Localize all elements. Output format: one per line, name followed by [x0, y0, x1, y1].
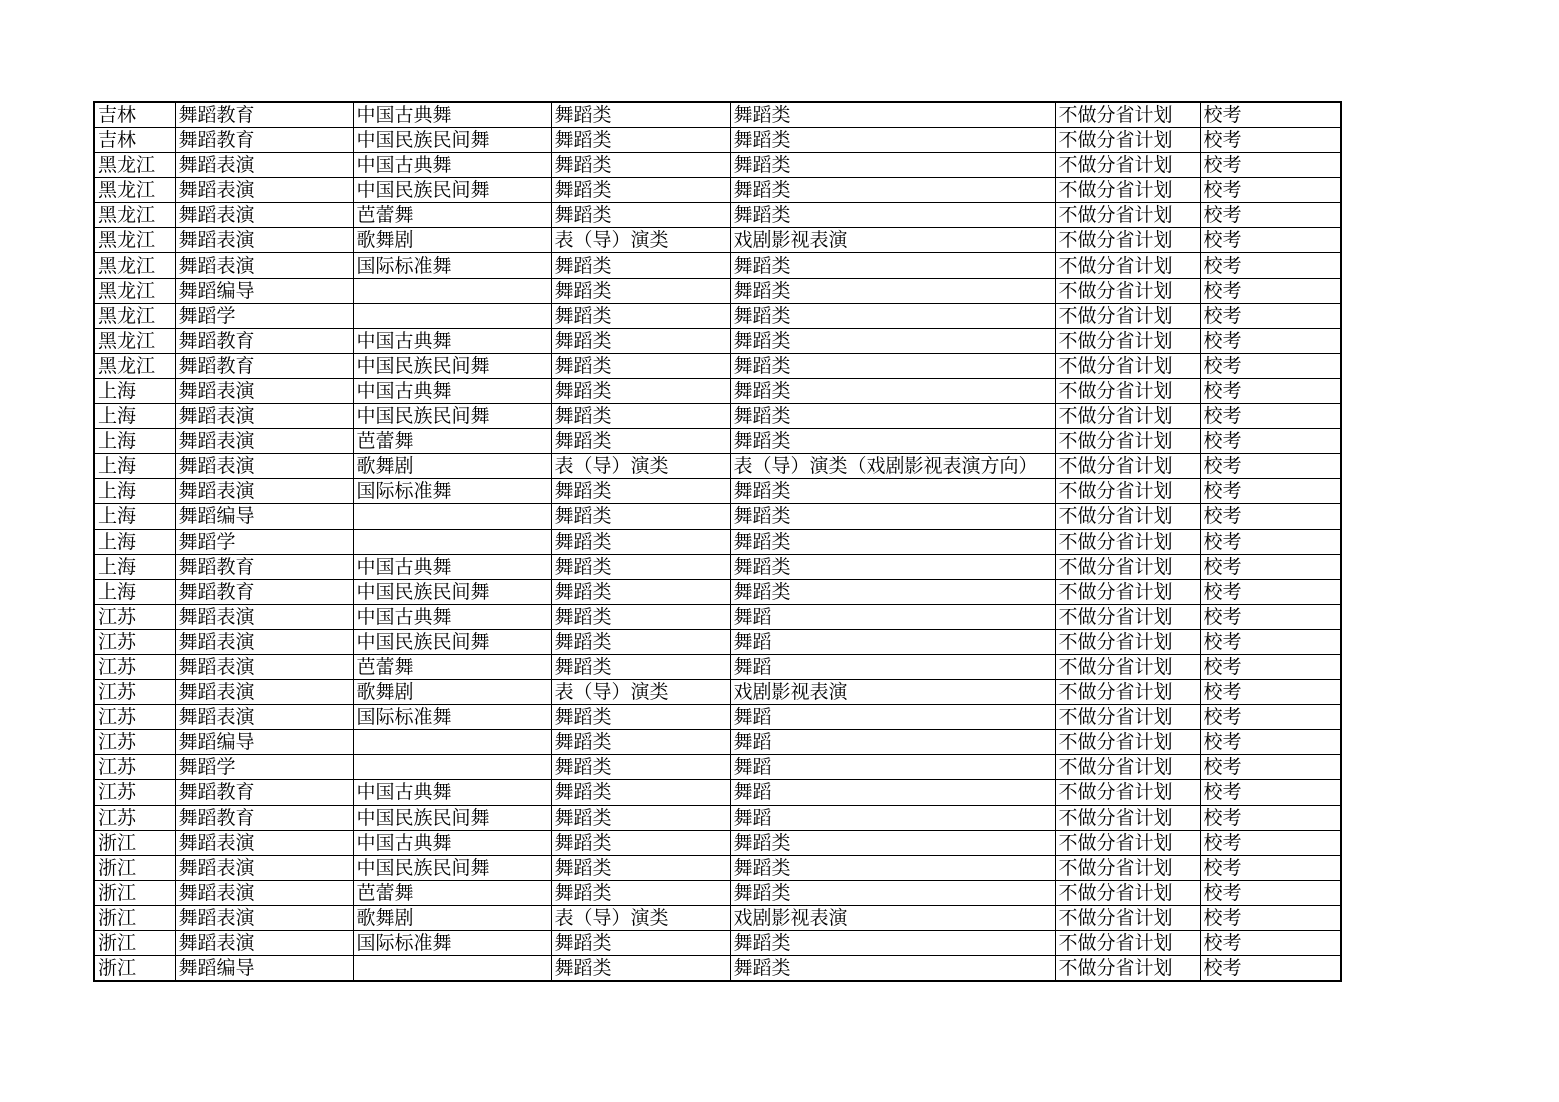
exam-type-cell: 校考 [1200, 705, 1341, 730]
plan-cell: 不做分省计划 [1055, 278, 1200, 303]
table-row [94, 680, 1341, 705]
table-row [94, 654, 1341, 679]
unified-exam-cell: 舞蹈类 [730, 328, 1055, 353]
exam-category-cell: 舞蹈类 [551, 604, 730, 629]
direction-cell [353, 956, 551, 982]
direction-cell: 国际标准舞 [353, 479, 551, 504]
plan-cell: 不做分省计划 [1055, 705, 1200, 730]
table-row [94, 830, 1341, 855]
province-cell: 吉林 [94, 102, 175, 128]
table-row [94, 128, 1341, 153]
direction-cell: 中国古典舞 [353, 780, 551, 805]
direction-cell: 芭蕾舞 [353, 654, 551, 679]
exam-type-cell: 校考 [1200, 102, 1341, 128]
table-row [94, 579, 1341, 604]
exam-type-cell: 校考 [1200, 554, 1341, 579]
major-cell: 舞蹈表演 [175, 454, 353, 479]
table-row [94, 629, 1341, 654]
direction-cell: 中国民族民间舞 [353, 579, 551, 604]
province-cell: 上海 [94, 554, 175, 579]
exam-type-cell: 校考 [1200, 378, 1341, 403]
exam-type-cell: 校考 [1200, 429, 1341, 454]
direction-cell: 中国民族民间舞 [353, 178, 551, 203]
exam-category-cell: 舞蹈类 [551, 880, 730, 905]
province-cell: 上海 [94, 454, 175, 479]
direction-cell: 中国古典舞 [353, 604, 551, 629]
exam-type-cell: 校考 [1200, 128, 1341, 153]
unified-exam-cell: 舞蹈类 [730, 529, 1055, 554]
direction-cell: 中国民族民间舞 [353, 805, 551, 830]
exam-type-cell: 校考 [1200, 328, 1341, 353]
unified-exam-cell: 舞蹈类 [730, 579, 1055, 604]
table-row [94, 102, 1341, 128]
direction-cell: 芭蕾舞 [353, 203, 551, 228]
unified-exam-cell: 舞蹈 [730, 730, 1055, 755]
major-cell: 舞蹈表演 [175, 604, 353, 629]
province-cell: 江苏 [94, 680, 175, 705]
province-cell: 浙江 [94, 855, 175, 880]
province-cell: 黑龙江 [94, 178, 175, 203]
exam-type-cell: 校考 [1200, 755, 1341, 780]
exam-type-cell: 校考 [1200, 178, 1341, 203]
major-cell: 舞蹈表演 [175, 153, 353, 178]
province-cell: 江苏 [94, 780, 175, 805]
province-cell: 江苏 [94, 654, 175, 679]
unified-exam-cell: 戏剧影视表演 [730, 905, 1055, 930]
major-cell: 舞蹈表演 [175, 429, 353, 454]
province-cell: 黑龙江 [94, 253, 175, 278]
unified-exam-cell: 舞蹈类 [730, 931, 1055, 956]
plan-cell: 不做分省计划 [1055, 554, 1200, 579]
exam-type-cell: 校考 [1200, 353, 1341, 378]
direction-cell: 中国古典舞 [353, 830, 551, 855]
major-cell: 舞蹈表演 [175, 931, 353, 956]
direction-cell: 芭蕾舞 [353, 880, 551, 905]
unified-exam-cell: 舞蹈类 [730, 278, 1055, 303]
unified-exam-cell: 舞蹈类 [730, 303, 1055, 328]
direction-cell: 中国古典舞 [353, 554, 551, 579]
unified-exam-cell: 舞蹈 [730, 705, 1055, 730]
exam-category-cell: 表（导）演类 [551, 680, 730, 705]
table-row [94, 278, 1341, 303]
exam-type-cell: 校考 [1200, 805, 1341, 830]
exam-type-cell: 校考 [1200, 153, 1341, 178]
direction-cell: 国际标准舞 [353, 931, 551, 956]
province-cell: 吉林 [94, 128, 175, 153]
plan-cell: 不做分省计划 [1055, 880, 1200, 905]
unified-exam-cell: 舞蹈 [730, 604, 1055, 629]
province-cell: 上海 [94, 479, 175, 504]
exam-category-cell: 表（导）演类 [551, 454, 730, 479]
major-cell: 舞蹈编导 [175, 956, 353, 982]
table-row [94, 328, 1341, 353]
exam-category-cell: 舞蹈类 [551, 654, 730, 679]
major-cell: 舞蹈表演 [175, 680, 353, 705]
plan-cell: 不做分省计划 [1055, 680, 1200, 705]
exam-type-cell: 校考 [1200, 404, 1341, 429]
exam-category-cell: 舞蹈类 [551, 956, 730, 982]
exam-type-cell: 校考 [1200, 579, 1341, 604]
unified-exam-cell: 舞蹈类 [730, 479, 1055, 504]
unified-exam-cell: 舞蹈类 [730, 880, 1055, 905]
major-cell: 舞蹈编导 [175, 730, 353, 755]
exam-type-cell: 校考 [1200, 504, 1341, 529]
direction-cell [353, 303, 551, 328]
exam-type-cell: 校考 [1200, 454, 1341, 479]
province-cell: 浙江 [94, 956, 175, 982]
table-row [94, 479, 1341, 504]
exam-type-cell: 校考 [1200, 278, 1341, 303]
province-cell: 上海 [94, 529, 175, 554]
province-cell: 浙江 [94, 830, 175, 855]
direction-cell: 中国古典舞 [353, 378, 551, 403]
table-row [94, 353, 1341, 378]
plan-cell: 不做分省计划 [1055, 780, 1200, 805]
exam-category-cell: 舞蹈类 [551, 780, 730, 805]
major-cell: 舞蹈表演 [175, 404, 353, 429]
exam-type-cell: 校考 [1200, 654, 1341, 679]
exam-type-cell: 校考 [1200, 931, 1341, 956]
plan-cell: 不做分省计划 [1055, 378, 1200, 403]
exam-type-cell: 校考 [1200, 855, 1341, 880]
major-cell: 舞蹈表演 [175, 253, 353, 278]
plan-cell: 不做分省计划 [1055, 604, 1200, 629]
exam-category-cell: 舞蹈类 [551, 278, 730, 303]
plan-cell: 不做分省计划 [1055, 228, 1200, 253]
province-cell: 江苏 [94, 730, 175, 755]
province-cell: 江苏 [94, 629, 175, 654]
exam-type-cell: 校考 [1200, 680, 1341, 705]
unified-exam-cell: 舞蹈类 [730, 353, 1055, 378]
table-row [94, 905, 1341, 930]
direction-cell [353, 504, 551, 529]
direction-cell: 中国民族民间舞 [353, 855, 551, 880]
exam-type-cell: 校考 [1200, 228, 1341, 253]
unified-exam-cell: 舞蹈类 [730, 830, 1055, 855]
unified-exam-cell: 舞蹈类 [730, 203, 1055, 228]
plan-cell: 不做分省计划 [1055, 956, 1200, 982]
plan-cell: 不做分省计划 [1055, 404, 1200, 429]
province-cell: 江苏 [94, 604, 175, 629]
plan-cell: 不做分省计划 [1055, 730, 1200, 755]
table-row [94, 504, 1341, 529]
table-row [94, 780, 1341, 805]
direction-cell [353, 730, 551, 755]
unified-exam-cell: 舞蹈 [730, 780, 1055, 805]
direction-cell: 歌舞剧 [353, 454, 551, 479]
direction-cell: 中国民族民间舞 [353, 629, 551, 654]
exam-category-cell: 舞蹈类 [551, 931, 730, 956]
major-cell: 舞蹈表演 [175, 479, 353, 504]
exam-category-cell: 舞蹈类 [551, 429, 730, 454]
table-row [94, 378, 1341, 403]
exam-category-cell: 舞蹈类 [551, 629, 730, 654]
exam-category-cell: 舞蹈类 [551, 554, 730, 579]
exam-category-cell: 舞蹈类 [551, 529, 730, 554]
exam-category-cell: 舞蹈类 [551, 805, 730, 830]
plan-cell: 不做分省计划 [1055, 253, 1200, 278]
table-row [94, 730, 1341, 755]
major-cell: 舞蹈表演 [175, 855, 353, 880]
table-row [94, 880, 1341, 905]
exam-type-cell: 校考 [1200, 956, 1341, 982]
province-cell: 江苏 [94, 805, 175, 830]
direction-cell: 歌舞剧 [353, 680, 551, 705]
major-cell: 舞蹈学 [175, 755, 353, 780]
major-cell: 舞蹈教育 [175, 805, 353, 830]
direction-cell: 中国古典舞 [353, 328, 551, 353]
plan-cell: 不做分省计划 [1055, 178, 1200, 203]
major-cell: 舞蹈表演 [175, 178, 353, 203]
table-row [94, 253, 1341, 278]
major-cell: 舞蹈表演 [175, 830, 353, 855]
exam-type-cell: 校考 [1200, 203, 1341, 228]
unified-exam-cell: 舞蹈类 [730, 956, 1055, 982]
exam-type-cell: 校考 [1200, 529, 1341, 554]
exam-type-cell: 校考 [1200, 830, 1341, 855]
province-cell: 黑龙江 [94, 353, 175, 378]
table-row [94, 705, 1341, 730]
province-cell: 上海 [94, 579, 175, 604]
province-cell: 浙江 [94, 880, 175, 905]
province-cell: 黑龙江 [94, 303, 175, 328]
province-cell: 江苏 [94, 755, 175, 780]
table-body [94, 102, 1341, 981]
unified-exam-cell: 戏剧影视表演 [730, 680, 1055, 705]
province-cell: 上海 [94, 429, 175, 454]
table-row [94, 203, 1341, 228]
table-row [94, 855, 1341, 880]
plan-cell: 不做分省计划 [1055, 479, 1200, 504]
province-cell: 上海 [94, 404, 175, 429]
table-row [94, 153, 1341, 178]
table-row [94, 454, 1341, 479]
plan-cell: 不做分省计划 [1055, 830, 1200, 855]
major-cell: 舞蹈学 [175, 529, 353, 554]
unified-exam-cell: 舞蹈类 [730, 128, 1055, 153]
unified-exam-cell: 舞蹈类 [730, 253, 1055, 278]
plan-cell: 不做分省计划 [1055, 654, 1200, 679]
exam-category-cell: 舞蹈类 [551, 579, 730, 604]
table-row [94, 956, 1341, 982]
unified-exam-cell: 表（导）演类（戏剧影视表演方向） [730, 454, 1055, 479]
table-row [94, 404, 1341, 429]
major-cell: 舞蹈教育 [175, 328, 353, 353]
major-cell: 舞蹈编导 [175, 504, 353, 529]
exam-type-cell: 校考 [1200, 629, 1341, 654]
exam-type-cell: 校考 [1200, 253, 1341, 278]
plan-cell: 不做分省计划 [1055, 504, 1200, 529]
table-row [94, 228, 1341, 253]
exam-category-cell: 舞蹈类 [551, 102, 730, 128]
table-row [94, 178, 1341, 203]
exam-type-cell: 校考 [1200, 604, 1341, 629]
direction-cell: 芭蕾舞 [353, 429, 551, 454]
direction-cell: 国际标准舞 [353, 705, 551, 730]
plan-cell: 不做分省计划 [1055, 328, 1200, 353]
exam-type-cell: 校考 [1200, 780, 1341, 805]
exam-category-cell: 舞蹈类 [551, 178, 730, 203]
exam-category-cell: 舞蹈类 [551, 328, 730, 353]
province-cell: 浙江 [94, 905, 175, 930]
plan-cell: 不做分省计划 [1055, 755, 1200, 780]
plan-cell: 不做分省计划 [1055, 128, 1200, 153]
major-cell: 舞蹈表演 [175, 705, 353, 730]
province-cell: 黑龙江 [94, 328, 175, 353]
unified-exam-cell: 舞蹈 [730, 805, 1055, 830]
direction-cell: 中国民族民间舞 [353, 128, 551, 153]
unified-exam-cell: 舞蹈 [730, 629, 1055, 654]
unified-exam-cell: 舞蹈类 [730, 153, 1055, 178]
plan-cell: 不做分省计划 [1055, 303, 1200, 328]
province-cell: 上海 [94, 378, 175, 403]
exam-category-cell: 表（导）演类 [551, 905, 730, 930]
province-cell: 黑龙江 [94, 278, 175, 303]
major-cell: 舞蹈学 [175, 303, 353, 328]
unified-exam-cell: 舞蹈类 [730, 178, 1055, 203]
exam-category-cell: 舞蹈类 [551, 253, 730, 278]
province-cell: 上海 [94, 504, 175, 529]
major-cell: 舞蹈教育 [175, 353, 353, 378]
table-row [94, 604, 1341, 629]
exam-category-cell: 舞蹈类 [551, 404, 730, 429]
exam-type-cell: 校考 [1200, 880, 1341, 905]
table-row [94, 529, 1341, 554]
exam-category-cell: 舞蹈类 [551, 504, 730, 529]
plan-cell: 不做分省计划 [1055, 429, 1200, 454]
exam-category-cell: 舞蹈类 [551, 705, 730, 730]
unified-exam-cell: 舞蹈类 [730, 855, 1055, 880]
exam-category-cell: 舞蹈类 [551, 755, 730, 780]
unified-exam-cell: 舞蹈类 [730, 504, 1055, 529]
enrollment-plan-table [93, 101, 1342, 982]
province-cell: 黑龙江 [94, 153, 175, 178]
unified-exam-cell: 舞蹈 [730, 654, 1055, 679]
plan-cell: 不做分省计划 [1055, 203, 1200, 228]
table-row [94, 429, 1341, 454]
major-cell: 舞蹈表演 [175, 629, 353, 654]
direction-cell [353, 529, 551, 554]
direction-cell: 中国古典舞 [353, 153, 551, 178]
exam-category-cell: 舞蹈类 [551, 203, 730, 228]
table-row [94, 755, 1341, 780]
plan-cell: 不做分省计划 [1055, 805, 1200, 830]
exam-category-cell: 舞蹈类 [551, 855, 730, 880]
major-cell: 舞蹈编导 [175, 278, 353, 303]
major-cell: 舞蹈表演 [175, 228, 353, 253]
major-cell: 舞蹈表演 [175, 203, 353, 228]
direction-cell: 歌舞剧 [353, 905, 551, 930]
direction-cell [353, 278, 551, 303]
plan-cell: 不做分省计划 [1055, 855, 1200, 880]
unified-exam-cell: 舞蹈类 [730, 102, 1055, 128]
table-row [94, 554, 1341, 579]
exam-category-cell: 舞蹈类 [551, 730, 730, 755]
unified-exam-cell: 舞蹈 [730, 755, 1055, 780]
plan-cell: 不做分省计划 [1055, 529, 1200, 554]
plan-cell: 不做分省计划 [1055, 629, 1200, 654]
plan-cell: 不做分省计划 [1055, 102, 1200, 128]
exam-category-cell: 舞蹈类 [551, 303, 730, 328]
province-cell: 黑龙江 [94, 228, 175, 253]
direction-cell: 中国民族民间舞 [353, 353, 551, 378]
major-cell: 舞蹈教育 [175, 554, 353, 579]
exam-category-cell: 舞蹈类 [551, 479, 730, 504]
unified-exam-cell: 舞蹈类 [730, 404, 1055, 429]
unified-exam-cell: 戏剧影视表演 [730, 228, 1055, 253]
direction-cell: 中国民族民间舞 [353, 404, 551, 429]
direction-cell: 国际标准舞 [353, 253, 551, 278]
exam-category-cell: 舞蹈类 [551, 353, 730, 378]
major-cell: 舞蹈教育 [175, 102, 353, 128]
major-cell: 舞蹈表演 [175, 880, 353, 905]
table-row [94, 805, 1341, 830]
province-cell: 浙江 [94, 931, 175, 956]
plan-cell: 不做分省计划 [1055, 905, 1200, 930]
exam-category-cell: 舞蹈类 [551, 378, 730, 403]
plan-cell: 不做分省计划 [1055, 353, 1200, 378]
exam-category-cell: 舞蹈类 [551, 830, 730, 855]
exam-type-cell: 校考 [1200, 479, 1341, 504]
major-cell: 舞蹈表演 [175, 905, 353, 930]
direction-cell: 歌舞剧 [353, 228, 551, 253]
plan-cell: 不做分省计划 [1055, 454, 1200, 479]
direction-cell [353, 755, 551, 780]
exam-type-cell: 校考 [1200, 730, 1341, 755]
unified-exam-cell: 舞蹈类 [730, 378, 1055, 403]
table-row [94, 303, 1341, 328]
exam-type-cell: 校考 [1200, 303, 1341, 328]
exam-category-cell: 舞蹈类 [551, 128, 730, 153]
province-cell: 江苏 [94, 705, 175, 730]
plan-cell: 不做分省计划 [1055, 931, 1200, 956]
major-cell: 舞蹈教育 [175, 780, 353, 805]
exam-category-cell: 舞蹈类 [551, 153, 730, 178]
unified-exam-cell: 舞蹈类 [730, 429, 1055, 454]
direction-cell: 中国古典舞 [353, 102, 551, 128]
major-cell: 舞蹈教育 [175, 579, 353, 604]
major-cell: 舞蹈表演 [175, 378, 353, 403]
unified-exam-cell: 舞蹈类 [730, 554, 1055, 579]
plan-cell: 不做分省计划 [1055, 153, 1200, 178]
major-cell: 舞蹈表演 [175, 654, 353, 679]
major-cell: 舞蹈教育 [175, 128, 353, 153]
exam-type-cell: 校考 [1200, 905, 1341, 930]
plan-cell: 不做分省计划 [1055, 579, 1200, 604]
province-cell: 黑龙江 [94, 203, 175, 228]
table-row [94, 931, 1341, 956]
exam-category-cell: 表（导）演类 [551, 228, 730, 253]
